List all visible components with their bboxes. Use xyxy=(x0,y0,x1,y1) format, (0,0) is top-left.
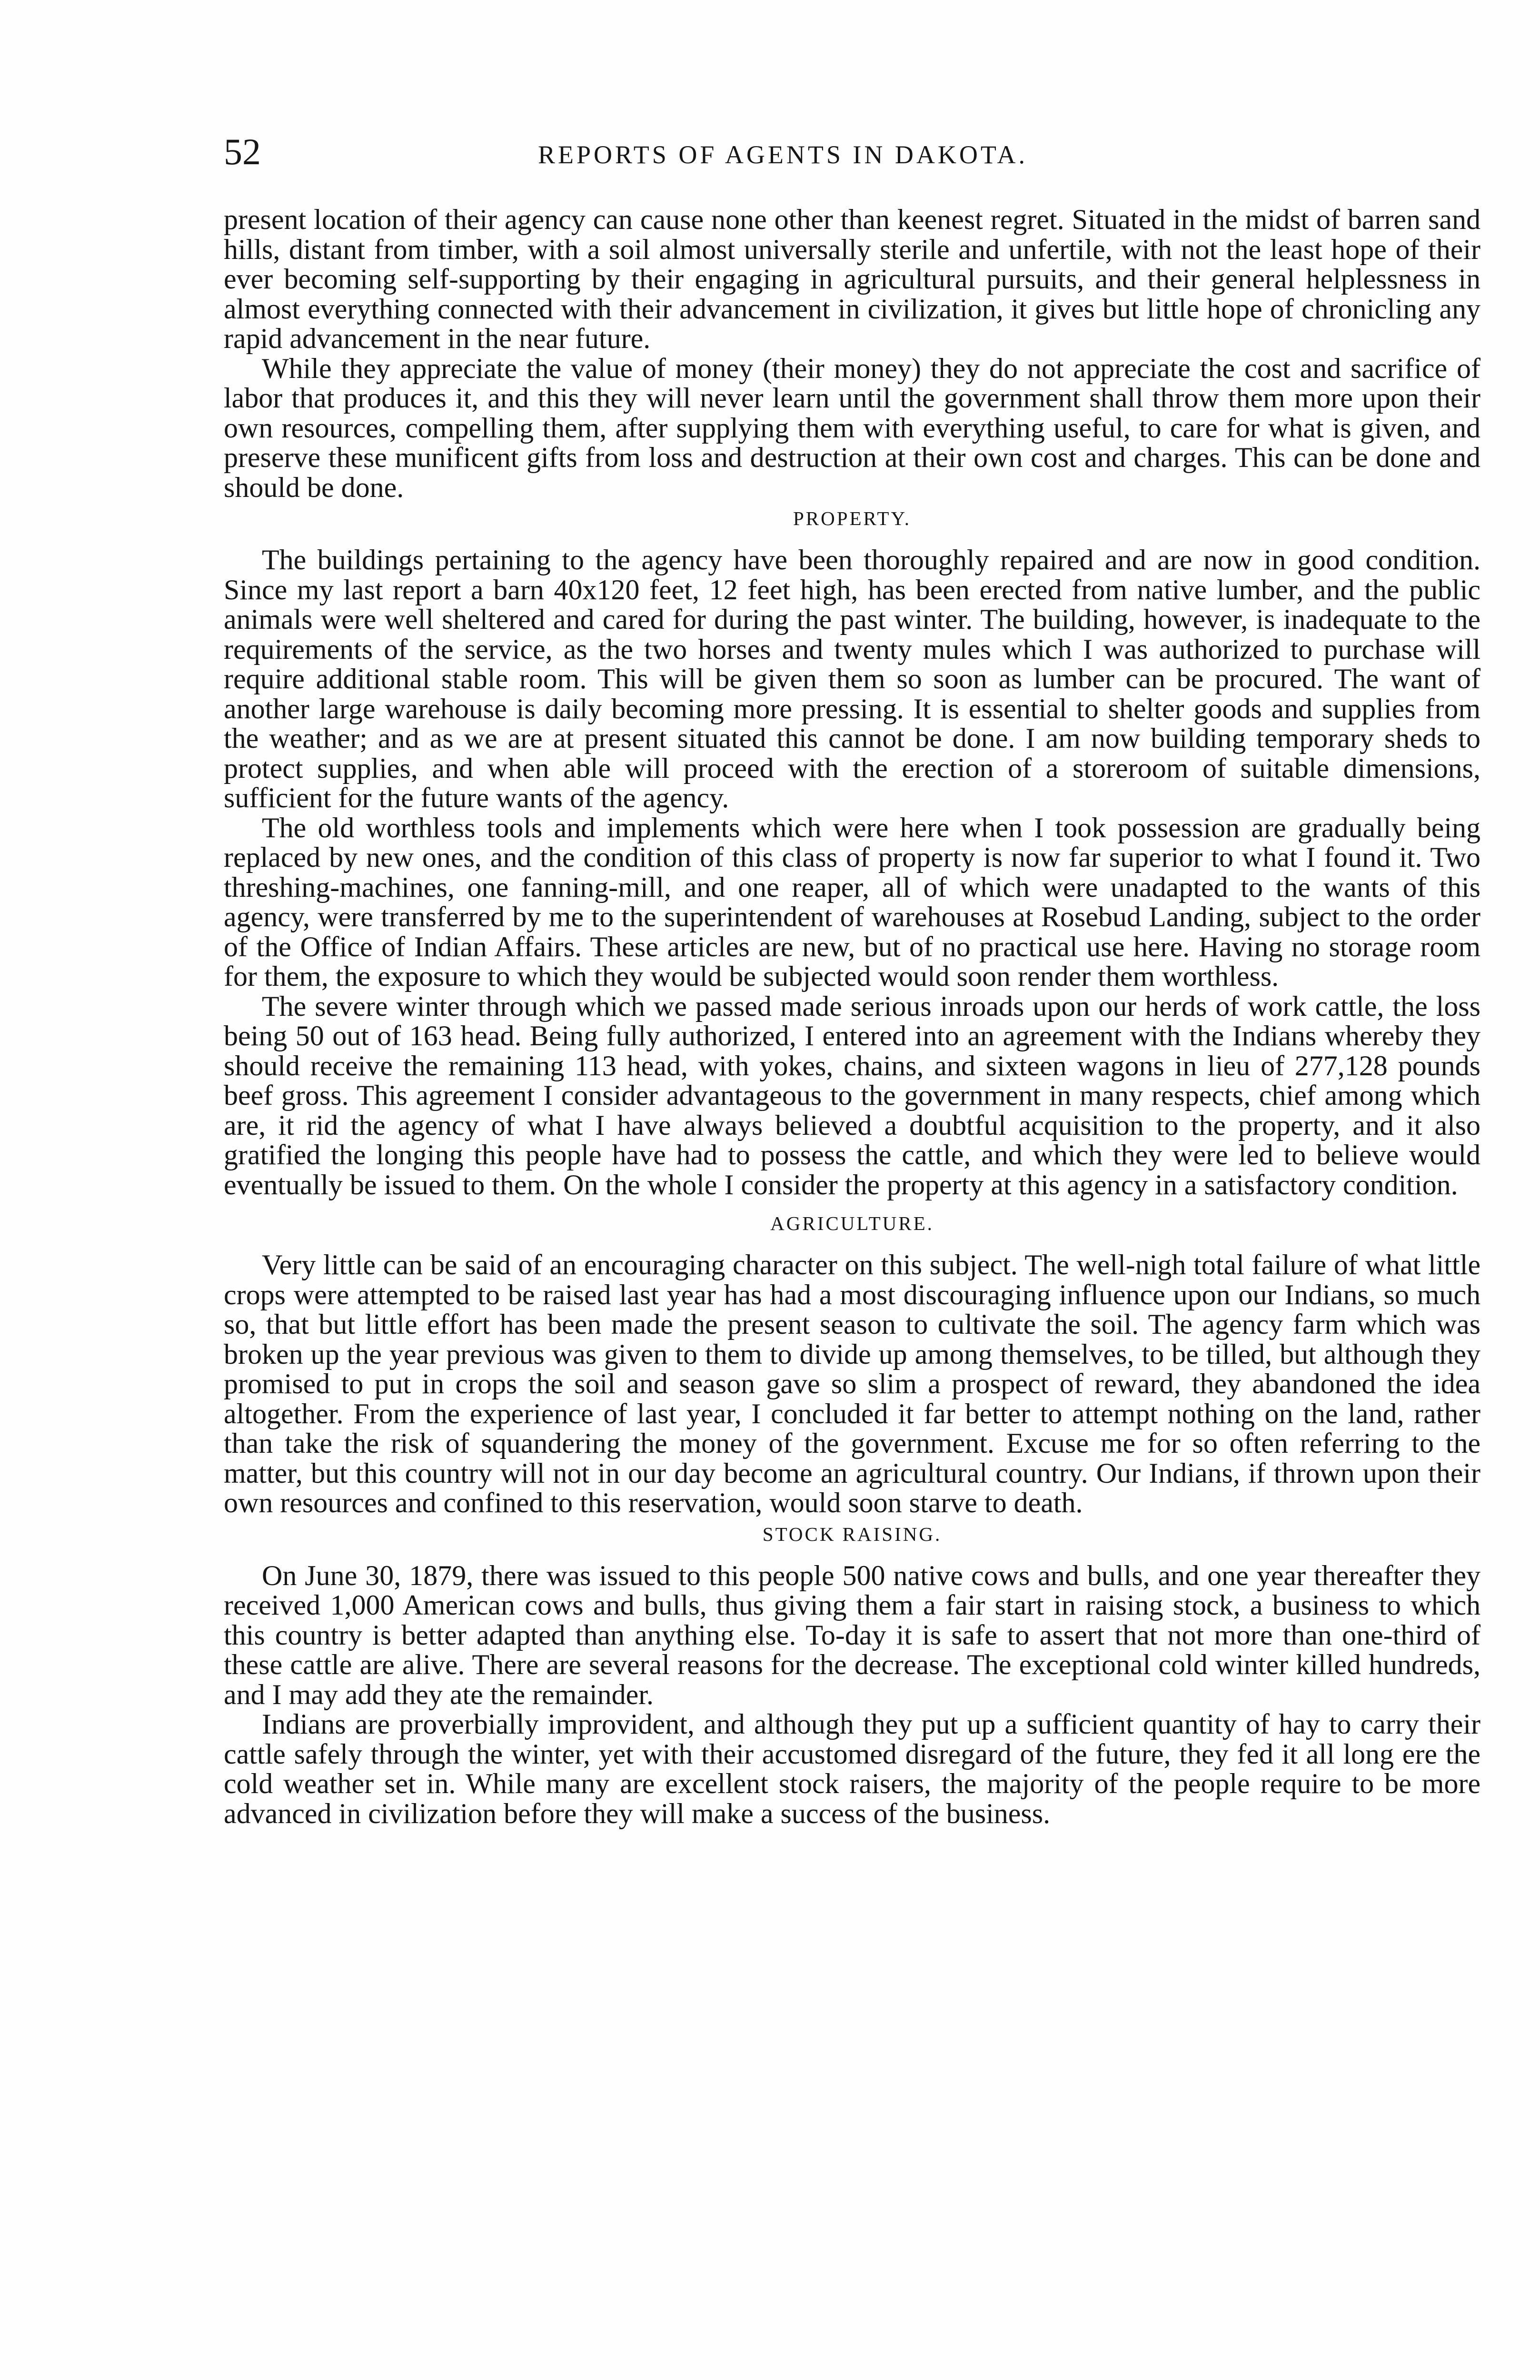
page-header xyxy=(224,133,1480,186)
paragraph: The buildings pertaining to the agency have been thoroughly repaired and are now in good condition. Since my last report a barn 40x120 feet, 12 feet high, has been erected from native lumber, and the public animals were well sheltered and cared for during the past winter. The building, however, is inadequate to the requirements of the service, as the two horses and twenty mules which I was authorized to purchase will require additional stable room. This will be given them so soon as lumber can be procured. The want of another large warehouse is daily becoming more pressing. It is essential to shelter goods and supplies from the weather; and as we are at present situated this cannot be done. I am now building temporary sheds to protect supplies, and when able will proceed with the erection of a storeroom of suitable dimensions, sufficient for the future wants of the agency. xyxy=(224,544,1480,813)
page-number: 52 xyxy=(224,131,261,172)
report-body xyxy=(224,205,1480,1828)
section-heading-agriculture: AGRICULTURE. xyxy=(770,1212,934,1234)
paragraph: The old worthless tools and implements which were here when I took possession are gradually being replaced by new ones, and the condition of this class of property is now far superior to what I found it. Two threshing-machines, one fanning-mill, and one reaper, all of which were unadapted to the wants of this agency, were transferred by me to the superintendent of warehouses at Rosebud Landing, subject to the order of the Office of Indian Affairs. These articles are new, but of no practical use here. Having no storage room for them, the exposure to which they would be subjected would soon render them worthless. xyxy=(224,812,1480,992)
section-heading-stock-raising: STOCK RAISING. xyxy=(762,1523,942,1545)
paragraph: On June 30, 1879, there was issued to this people 500 native cows and bulls, and one year thereafter they received 1,000 American cows and bulls, thus giving them a fair start in raising stock, a business to which this country is better adapted than anything else. To-day it is safe to assert that not more than one-third of these cattle are alive. There are several reasons for the decrease. The exceptional cold winter killed hundreds, and I may add they ate the remainder. xyxy=(224,1559,1480,1710)
paragraph: The severe winter through which we passed made serious inroads upon our herds of work cattle, the loss being 50 out of 163 head. Being fully authorized, I entered into an agreement with the Indians whereby they should receive the remaining 113 head, with yokes, chains, and sixteen wagons in lieu of 277,128 pounds beef gross. This agreement I consider advantageous to the government in many respects, chief among which are, it rid the agency of what I have always believed a doubtful acquisition to the property, and it also gratified the longing this people have had to possess the cattle, and which they were led to believe would eventually be issued to them. On the whole I consider the property at this agency in a satisfactory condition. xyxy=(224,990,1480,1200)
section-heading-property: PROPERTY. xyxy=(793,507,912,529)
paragraph: Indians are proverbially improvident, and although they put up a sufficient quantity of hay to carry their cattle safely through the winter, yet with their accustomed disregard of the future, they fed it all long ere the cold weather set in. While many are excellent stock raisers, the majority of the people require to be more advanced in civilization before they will make a success of the business. xyxy=(224,1708,1480,1829)
paragraph: While they appreciate the value of money (their money) they do not appreciate the cost and sacrifice of labor that produces it, and this they will never learn until the government shall throw them more upon their own resources, compelling them, after supplying them with everything useful, to care for what is given, and preserve these munificent gifts from loss and destruction at their own cost and charges. This can be done and should be done. xyxy=(224,352,1480,503)
paragraph: Very little can be said of an encouraging character on this subject. The well-nigh total failure of what little crops were attempted to be raised last year has had a most discouraging influence upon our Indians, so much so, that but little effort has been made the present season to cultivate the soil. The agency farm which was broken up the year previous was given to them to divide up among themselves, to be tilled, but although they promised to put in crops the soil and season gave so slim a prospect of reward, they abandoned the idea altogether. From the experience of last year, I concluded it far better to attempt nothing on the land, rather than take the risk of squandering the money of the government. Excuse me for so often referring to the matter, but this country will not in our day become an agricultural country. Our Indians, if thrown upon their own resources and confined to this reservation, would soon starve to death. xyxy=(224,1249,1480,1518)
paragraph: present location of their agency can cause none other than keenest regret. Situated in the midst of barren sand hills, distant from timber, with a soil almost universally sterile and unfertile, with not the least hope of their ever becoming self-supporting by their engaging in agricultural pursuits, and their general helplessness in almost everything connected with their advancement in civilization, it gives but little hope of chronicling any rapid advancement in the near future. xyxy=(224,204,1480,354)
running-head: REPORTS OF AGENTS IN DAKOTA. xyxy=(538,140,1028,169)
